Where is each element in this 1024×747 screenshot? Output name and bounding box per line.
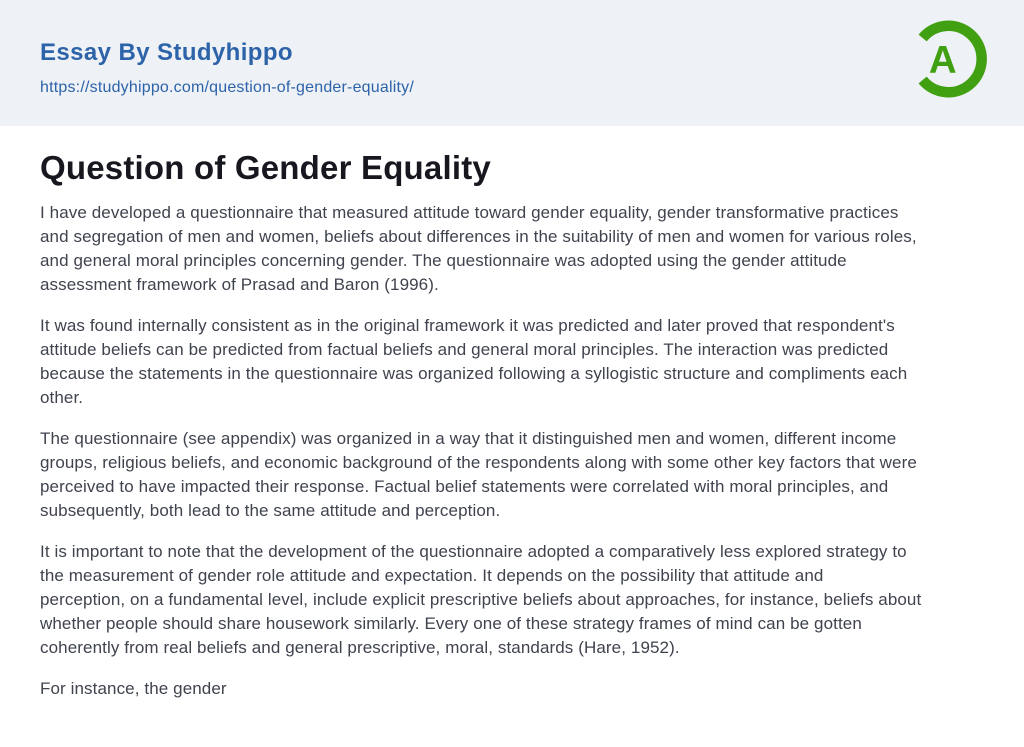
article-content	[0, 148, 1024, 701]
paragraph	[40, 314, 984, 410]
paragraph-line: whether people should share housework similarly. Every one of these strategy frames of mind can be gotten	[40, 614, 862, 633]
paragraph-line: perceived to have impacted their response. Factual belief statements were correlated with moral principles, and	[40, 477, 889, 496]
page-title: Question of Gender Equality	[40, 149, 491, 186]
paragraph-line: It was found internally consistent as in the original framework it was predicted and later proved that respondent's	[40, 316, 895, 335]
paragraph	[40, 540, 984, 660]
page-header	[0, 0, 1024, 126]
paragraph-line: The questionnaire (see appendix) was organized in a way that it distinguished men and women, different income	[40, 429, 897, 448]
paragraph-line: It is important to note that the development of the questionnaire adopted a comparatively less explored strategy to	[40, 542, 907, 561]
paragraph-line: For instance, the gender	[40, 679, 227, 698]
paragraph	[40, 201, 984, 297]
logo-letter: A	[928, 39, 957, 83]
site-title: Essay By Studyhippo	[40, 39, 293, 66]
paragraph-line: assessment framework of Prasad and Baron (1996).	[40, 275, 439, 294]
paragraph-line: other.	[40, 388, 84, 407]
paragraph-line: coherently from real beliefs and general prescriptive, moral, standards (Hare, 1952).	[40, 638, 680, 657]
paragraph-line: attitude beliefs can be predicted from factual beliefs and general moral principles. The interaction was predicted	[40, 340, 889, 359]
source-url-link[interactable]: https://studyhippo.com/question-of-gender-equality/	[40, 79, 414, 96]
paragraph-line: the measurement of gender role attitude and expectation. It depends on the possibility that attitude and	[40, 566, 824, 585]
paragraph	[40, 677, 984, 701]
paragraph-line: groups, religious beliefs, and economic background of the respondents along with some other key factors that were	[40, 453, 917, 472]
paragraph-line: I have developed a questionnaire that measured attitude toward gender equality, gender transformative practices	[40, 203, 899, 222]
paragraph	[40, 427, 984, 523]
studyhippo-logo-icon	[906, 17, 990, 101]
paragraph-line: perception, on a fundamental level, include explicit prescriptive beliefs about approaches, for instance, beliefs about	[40, 590, 922, 609]
paragraph-line: and segregation of men and women, beliefs about differences in the suitability of men and women for various roles,	[40, 227, 917, 246]
article-paragraphs	[40, 201, 984, 701]
paragraph-line: because the statements in the questionnaire was organized following a syllogistic structure and compliments each	[40, 364, 908, 383]
paragraph-line: subsequently, both lead to the same attitude and perception.	[40, 501, 501, 520]
paragraph-line: and general moral principles concerning gender. The questionnaire was adopted using the gender attitude	[40, 251, 847, 270]
